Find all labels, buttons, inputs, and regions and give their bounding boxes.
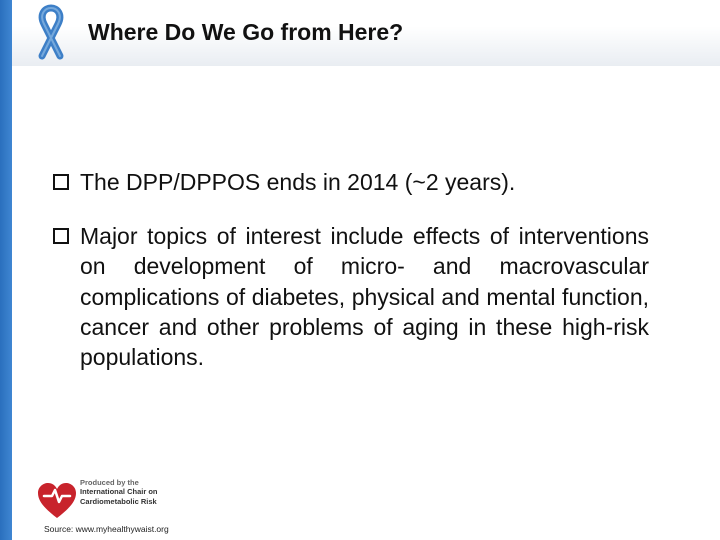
- bullet-text: Major topics of interest include effects of interventions on development of micro- and macrovascular complications of diabetes, physical and mental function, cancer and other problems of aging in these high-risk populations.: [80, 223, 649, 371]
- logo-produced-text: Produced by the: [80, 478, 139, 487]
- source-citation: Source: www.myhealthywaist.org: [44, 524, 169, 534]
- checkbox-bullet-icon: [53, 228, 69, 244]
- logo-org-line1: International Chair on: [80, 487, 158, 497]
- bullet-text: The DPP/DPPOS ends in 2014 (~2 years).: [80, 169, 516, 195]
- left-accent-bar: [0, 0, 12, 540]
- awareness-ribbon-icon: [30, 4, 72, 62]
- bullet-item: [53, 167, 649, 197]
- organization-logo: [36, 478, 176, 520]
- logo-org-line2: Cardiometabolic Risk: [80, 496, 157, 506]
- heart-logo-icon: [36, 480, 78, 522]
- bullet-item: [53, 221, 649, 372]
- checkbox-bullet-icon: [53, 174, 69, 190]
- page-title: Where Do We Go from Here?: [88, 19, 404, 45]
